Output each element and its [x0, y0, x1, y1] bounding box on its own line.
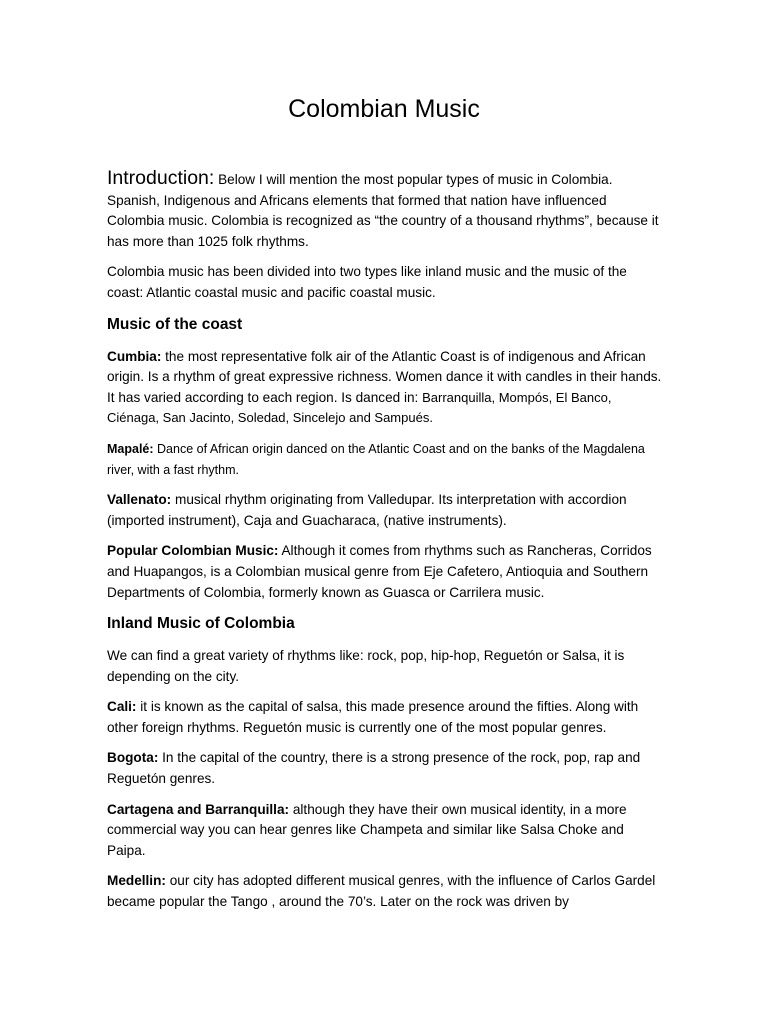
- section-heading-inland: Inland Music of Colombia: [107, 615, 295, 633]
- bogota-paragraph: [107, 748, 662, 789]
- bogota-term: Bogota:: [107, 750, 159, 766]
- inland-intro-paragraph: We can find a great variety of rhythms like: rock, pop, hip-hop, Reguetón or Salsa, it is depending on the city.: [107, 648, 625, 684]
- bogota-text: In the capital of the country, there is a strong presence of the rock, pop, rap and Reguetón genres.: [107, 750, 641, 787]
- popular-music-term: Popular Colombian Music:: [107, 543, 279, 559]
- document-body: [107, 168, 662, 923]
- cartagena-paragraph: [107, 800, 662, 862]
- vallenato-paragraph: [107, 490, 662, 531]
- cumbia-places: Barranquilla, Mompós, El Banco, Ciénaga, San Jacinto, Soledad, Sincelejo and Sampués.: [107, 389, 612, 426]
- mapale-paragraph: [107, 439, 662, 480]
- medellin-term: Medellin:: [107, 873, 166, 889]
- vallenato-term: Vallenato:: [107, 492, 172, 508]
- medellin-text: our city has adopted different musical genres, with the influence of Carlos Gardel became popular the Tango , around the 70’s. Later on the rock was driven by: [107, 873, 656, 910]
- mapale-term: Mapalé:: [107, 441, 154, 456]
- cumbia-text: the most representative folk air of the Atlantic Coast is of indigenous and African origin. Is a rhythm of great expressive richness. Women dance it with candles in their hands. It has varied according to each region. Is danced in:: [107, 348, 662, 405]
- intro-text: Below I will mention the most popular types of music in Colombia. Spanish, Indigenous and Africans elements that formed that nation have influenced Colombia music. Colombia is recognized as “the country of a thousand rhythms”, because it has more than 1025 folk rhythms.: [107, 172, 659, 249]
- intro-label: Introduction:: [107, 167, 215, 189]
- mapale-text: Dance of African origin danced on the Atlantic Coast and on the banks of the Magdalena river, with a fast rhythm.: [107, 441, 645, 477]
- music-types-paragraph: Colombia music has been divided into two types like inland music and the music of the coast: Atlantic coastal music and pacific coastal music.: [107, 264, 627, 300]
- cumbia-paragraph: [107, 347, 662, 429]
- cartagena-text: although they have their own musical identity, in a more commercial way you can hear genres like Champeta and similar like Salsa Choke and Paipa.: [107, 801, 627, 858]
- popular-music-text: Although it comes from rhythms such as Rancheras, Corridos and Huapangos, is a Colombian musical genre from Eje Cafetero, Antioquia and Southern Departments of Colombia, formerly known as Guasca or Carrilera music.: [107, 543, 652, 600]
- popular-music-paragraph: [107, 541, 662, 603]
- cali-paragraph: [107, 697, 662, 738]
- document-title: Colombian Music: [288, 95, 480, 123]
- vallenato-text: musical rhythm originating from Valledupar. Its interpretation with accordion (imported instrument), Caja and Guacharaca, (native instruments).: [107, 492, 627, 528]
- cartagena-term: Cartagena and Barranquilla:: [107, 801, 290, 817]
- intro-paragraph: [107, 168, 662, 252]
- medellin-paragraph: [107, 871, 662, 912]
- cumbia-term: Cumbia:: [107, 348, 162, 364]
- section-heading-coast: Music of the coast: [107, 315, 243, 333]
- cali-term: Cali:: [107, 699, 137, 715]
- cali-text: it is known as the capital of salsa, this made presence around the fifties. Along with other foreign rhythms. Reguetón music is currently one of the most popular genres.: [107, 699, 639, 735]
